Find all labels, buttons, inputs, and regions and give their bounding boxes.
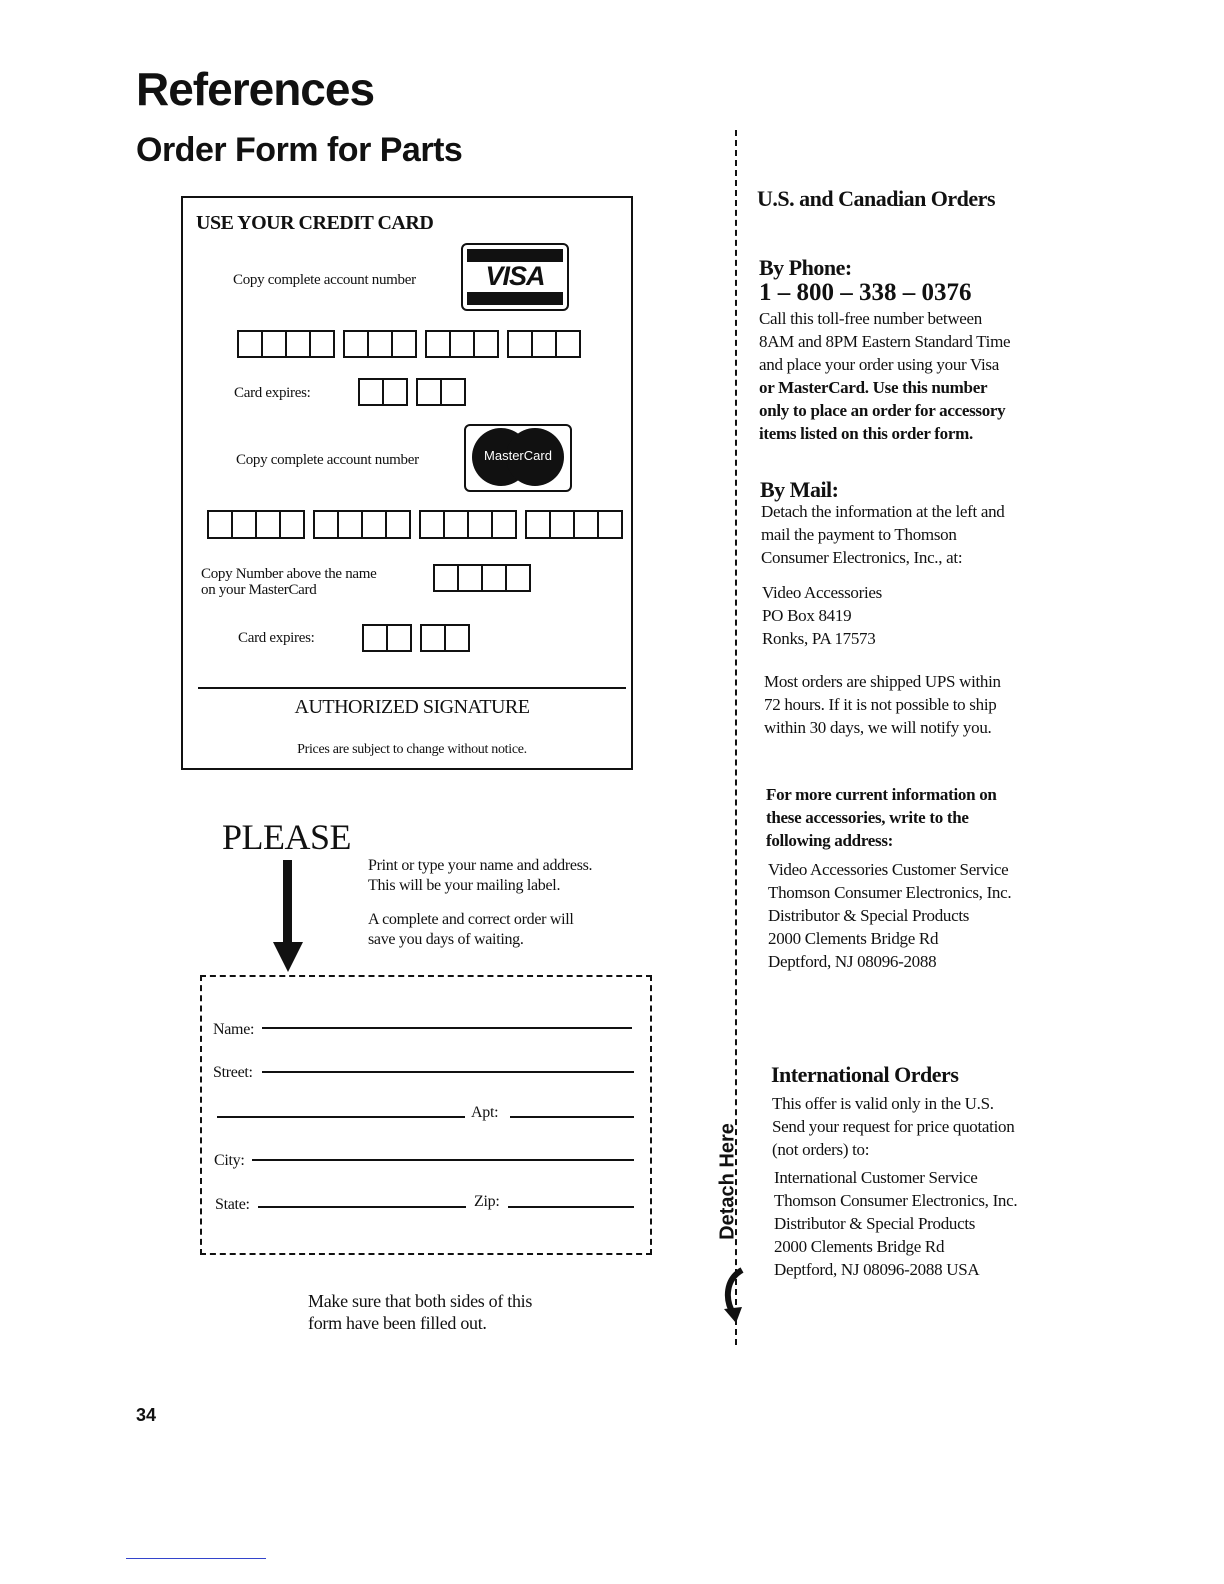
street-line-2-input[interactable] <box>217 1116 465 1118</box>
visa-expires-label: Card expires: <box>234 385 311 401</box>
page-subtitle: Order Form for Parts <box>136 131 463 169</box>
credit-card-heading: USE YOUR CREDIT CARD <box>196 212 434 234</box>
zip-input[interactable] <box>508 1206 634 1208</box>
zip-label: Zip: <box>474 1193 500 1210</box>
street-label: Street: <box>213 1064 253 1081</box>
please-instructions: Print or type your name and address. This will be your mailing label. A complete and correct order will save you days of waiting. <box>368 857 593 948</box>
apt-label: Apt: <box>471 1104 499 1121</box>
page-title: References <box>136 63 375 115</box>
visa-logo <box>461 243 569 311</box>
international-instructions: This offer is valid only in the U.S. Send your request for price quotation (not orders) to: <box>772 1094 1015 1159</box>
name-input[interactable] <box>262 1027 632 1029</box>
state-input[interactable] <box>258 1206 466 1208</box>
mastercard-copy-label: Copy complete account number <box>236 452 419 468</box>
international-address: International Customer Service Thomson Consumer Electronics, Inc. Distributor & Special Products 2000 Clements Bridge Rd Deptford, NJ 08096-2088 USA <box>774 1168 1018 1279</box>
signature-line[interactable] <box>198 687 626 689</box>
mastercard-logo <box>464 424 572 492</box>
down-arrow-head-icon <box>273 942 303 972</box>
customer-service-address: Video Accessories Customer Service Thomson Consumer Electronics, Inc. Distributor & Special Products 2000 Clements Bridge Rd Deptford, NJ 08096-2088 <box>768 860 1012 971</box>
phone-instructions: Call this toll-free number between 8AM and 8PM Eastern Standard Time and place your order using your Visa or MasterCard. Use this number only to place an order for accessory items listed on this order form. <box>759 309 1011 443</box>
down-arrow-icon <box>283 860 292 946</box>
footer-rule <box>126 1558 266 1559</box>
visa-logo-text: VISA <box>485 261 545 291</box>
more-info-note: For more current information on these accessories, write to the following address: <box>766 785 997 850</box>
mastercard-logo-text: MasterCard <box>484 448 552 463</box>
mastercard-number-above-name-label: Copy Number above the name on your MasterCard <box>201 566 377 598</box>
mastercard-name-number-field[interactable] <box>433 564 531 592</box>
mailing-label-box <box>200 975 652 1255</box>
city-label: City: <box>214 1152 245 1169</box>
international-orders-heading: International Orders <box>771 1062 959 1087</box>
visa-copy-label: Copy complete account number <box>233 272 416 288</box>
curved-arrow-icon <box>720 1265 750 1325</box>
shipping-note: Most orders are shipped UPS within 72 hours. If it is not possible to ship within 30 days, we will notify you. <box>764 672 1001 737</box>
prices-note: Prices are subject to change without notice. <box>297 742 527 757</box>
detach-here-marker <box>700 1110 770 1290</box>
by-mail-heading: By Mail: <box>760 477 839 502</box>
mail-address: Video Accessories PO Box 8419 Ronks, PA 17573 <box>762 583 882 648</box>
visa-account-number-field[interactable] <box>237 330 581 358</box>
please-heading: PLEASE <box>222 817 352 857</box>
us-orders-heading: U.S. and Canadian Orders <box>757 186 996 211</box>
apt-input[interactable] <box>510 1116 634 1118</box>
form-completion-note: Make sure that both sides of this form have been filled out. <box>308 1291 533 1333</box>
page-number: 34 <box>136 1405 157 1425</box>
authorized-signature-label: AUTHORIZED SIGNATURE <box>294 696 530 718</box>
visa-expires-field[interactable] <box>358 378 466 406</box>
city-input[interactable] <box>252 1159 634 1161</box>
state-label: State: <box>215 1196 250 1213</box>
by-phone-heading: By Phone: <box>759 255 852 280</box>
phone-number: 1 – 800 – 338 – 0376 <box>759 279 972 306</box>
mastercard-account-number-field[interactable] <box>207 510 623 539</box>
mastercard-expires-label: Card expires: <box>238 630 315 646</box>
mail-instructions: Detach the information at the left and mail the payment to Thomson Consumer Electronics, Inc., at: <box>761 502 1005 567</box>
name-label: Name: <box>213 1021 255 1038</box>
street-input[interactable] <box>262 1071 634 1073</box>
detach-here-label: Detach Here <box>716 1123 739 1240</box>
mastercard-expires-field[interactable] <box>362 624 470 652</box>
